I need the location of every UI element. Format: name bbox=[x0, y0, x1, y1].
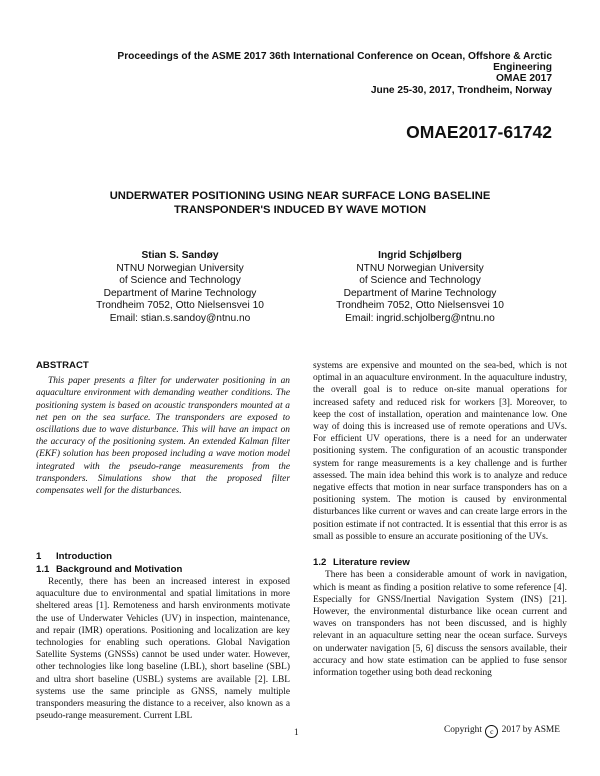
author-department: Department of Marine Technology bbox=[103, 287, 257, 299]
author-name: Ingrid Schjølberg bbox=[378, 250, 462, 261]
copyright-suffix: 2017 by ASME bbox=[501, 725, 560, 735]
proceedings-line-3: OMAE 2017 bbox=[495, 73, 552, 85]
paper-title bbox=[60, 189, 540, 217]
background-paragraph: Recently, there has been an increased interest in exposed aquaculture due to environmental and spatial limitations in more sheltered areas [1]. Remoteness and harsh environments motivate the use of Underwater Vehicles (UV) in inspection, maintenance, and repair (IMR) operations. Positioning and localization are key technologies for enabling such operations. Global Navigation Satellite Systems (GNSSs) cannot be used under water. However, other technologies like long baseline (LBL), short baseline (SBL) and ultra short baseline (USBL) systems are available [2]. LBL systems use the same principle as GNSS, namely multiple transponders measuring the distance to a receiver, also known as a pseudo-range measurement. Current LBL bbox=[36, 577, 290, 722]
author-address: Trondheim 7052, Otto Nielsensvei 10 bbox=[336, 300, 504, 312]
subsection-number: 1.2 bbox=[313, 557, 327, 569]
subsection-heading-background bbox=[36, 564, 290, 576]
abstract-text: This paper presents a filter for underwater positioning in an aquaculture environment with demanding weather conditions. The positioning system is based on acoustic transponders mounted at a net pen on the sea surface. The transponders are exposed to oscillations due to wave disturbance. This will have an impact on the accuracy of the positioning system. An extended Kalman filter (EKF) solution has been proposed including a wave motion model integrated with the pseudo-range measurements from the transponders. Simulations show that the proposed filter compensates well for the disturbances. bbox=[36, 376, 290, 497]
subsection-number: 1.1 bbox=[36, 563, 50, 575]
author-affiliation: NTNU Norwegian University bbox=[116, 262, 244, 274]
paper-id: OMAE2017-61742 bbox=[406, 122, 552, 142]
author-affiliation: of Science and Technology bbox=[119, 275, 241, 287]
author-name: Stian S. Sandøy bbox=[141, 250, 219, 261]
subsection-title: Literature review bbox=[333, 557, 410, 569]
author-email: Email: stian.s.sandoy@ntnu.no bbox=[109, 312, 251, 324]
author-block-1 bbox=[60, 250, 300, 326]
page-number: 1 bbox=[294, 728, 299, 738]
author-department: Department of Marine Technology bbox=[343, 287, 497, 299]
author-affiliation: NTNU Norwegian University bbox=[356, 262, 484, 274]
title-line-1: UNDERWATER POSITIONING USING NEAR SURFACE LONG BASELINE bbox=[109, 190, 491, 202]
left-column bbox=[36, 360, 290, 722]
right-column bbox=[313, 360, 567, 679]
copyright-notice bbox=[444, 725, 560, 738]
subsection-title: Background and Motivation bbox=[56, 563, 183, 575]
proceedings-header bbox=[72, 51, 552, 96]
section-number: 1 bbox=[36, 551, 42, 563]
section-title: Introduction bbox=[56, 551, 112, 563]
author-email: Email: ingrid.schjolberg@ntnu.no bbox=[345, 312, 495, 324]
proceedings-line-2: Engineering bbox=[493, 62, 552, 74]
copyright-icon: c bbox=[485, 725, 498, 738]
author-affiliation: of Science and Technology bbox=[359, 275, 481, 287]
proceedings-line-1: Proceedings of the ASME 2017 36th International Conference on Ocean, Offshore & Arctic bbox=[117, 51, 552, 62]
copyright-prefix: Copyright bbox=[443, 725, 482, 735]
author-address: Trondheim 7052, Otto Nielsensvei 10 bbox=[96, 300, 264, 312]
section-heading-introduction bbox=[36, 551, 290, 563]
literature-review-paragraph: There has been a considerable amount of work in navigation, which is meant as finding a position relative to some reference [4]. Especially for GNSS/Inertial Navigation System (INS) [21]. However, the environmental disturbance like ocean current and waves on transponders has not been discussed, and is highly relevant in an aquaculture setting near the ocean surface. Surveys on underwater navigation [5, 6] discuss the sensors available, their accuracy and how state estimation can be applied to fuse sensor information together using both dead reckoning bbox=[313, 570, 567, 679]
author-block-2 bbox=[300, 250, 540, 326]
motivation-continued-paragraph: systems are expensive and mounted on the sea-bed, which is not optimal in an aquaculture environment. In the aquaculture industry, the overall goal is to reduce on-site manual operations for increased safety and reduced risk for workers [3]. Moreover, to keep the cost of installation, operation and maintenance low. One way of doing this is increased use of remote operations and UVs. For efficient UV operations, there is a need for an underwater positioning system. The configuration of an acoustic transponder system for range measurements is a key challenge and is further assessed. The main idea behind this work is to analyze and reduce negative effects that motion in near surface transponders has on a positioning system. The motion is caused by environmental disturbances like current or waves and can create large errors in the position estimate if not contracted. It is essential that this error is as small as possible to ensure an accurate positioning of the UVs. bbox=[313, 361, 567, 542]
abstract-heading: ABSTRACT bbox=[36, 360, 89, 371]
subsection-heading-literature-review bbox=[313, 557, 567, 569]
proceedings-line-4: June 25-30, 2017, Trondheim, Norway bbox=[370, 84, 552, 96]
title-line-2: TRANSPONDER'S INDUCED BY WAVE MOTION bbox=[173, 204, 427, 216]
